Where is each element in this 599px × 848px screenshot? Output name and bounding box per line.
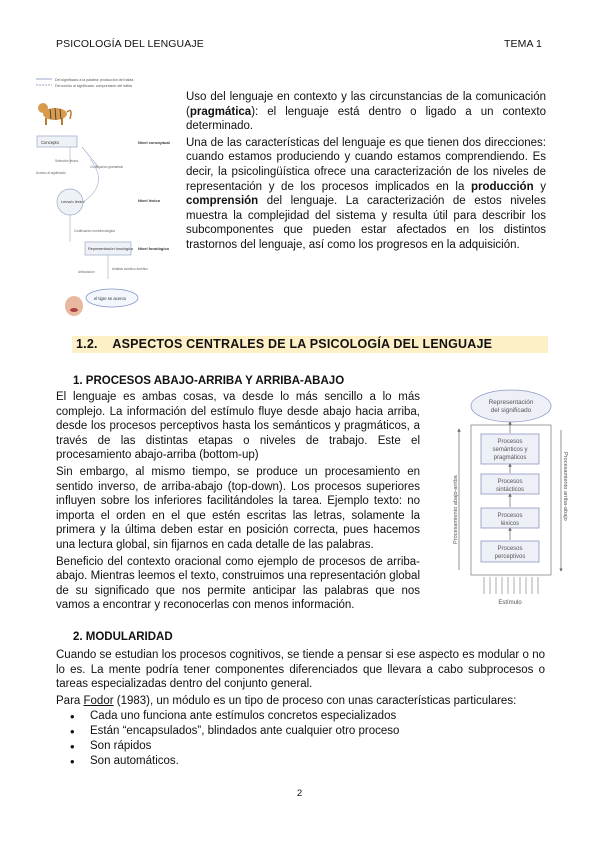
- meaning-line-2: del significado: [490, 407, 532, 414]
- header-topic: TEMA 1: [504, 38, 542, 50]
- section-heading: [76, 337, 492, 351]
- tiger-illustration: [38, 103, 71, 125]
- label-lexical: Nivel léxico: [138, 198, 161, 203]
- paragraph-context-benefit: Beneficio del contexto oracional como ejemplo de procesos de arriba-abajo. Mientras leemos el texto, construimos una representación global de su significado que nos permite anticipar las palabras que nos vamos a encontrar y reconocerlas con menos información.: [56, 555, 420, 612]
- box-perceptual-line-1: Procesos: [497, 546, 523, 552]
- meaning-line-1: Representación: [488, 399, 534, 406]
- paragraph-modularity: Cuando se estudian los procesos cognitivos, se tiende a pensar si ese aspecto es modular o no lo es. La mente podría tener componentes diferenciados que llevara a cabo subprocesos o tareas especializadas dentro del conjunto general.: [56, 649, 545, 691]
- box-semantic-line-2: semánticos y: [492, 447, 528, 453]
- axis-top-down: Procesamiento arriba-abajo: [562, 452, 568, 521]
- box-syntactic-line-1: Procesos: [497, 479, 523, 485]
- list-item: • Son automáticos.: [56, 754, 545, 769]
- fodor-link[interactable]: Fodor: [83, 694, 114, 707]
- box-phonological-label: Representación fonológica: [88, 247, 133, 251]
- stimulus-arrows: [484, 577, 538, 594]
- subsection-2-text: [56, 648, 545, 769]
- list-item: • Están “encapsulados”, blindados ante cualquier otro proceso: [56, 724, 545, 739]
- paragraph-fodor: Para Fodor (1983), un módulo es un tipo de proceso con unas características particulares:: [56, 694, 517, 707]
- header-subject: PSICOLOGÍA DEL LENGUAJE: [56, 38, 204, 50]
- list-item: • Cada uno funciona ante estímulos concretos especializados: [56, 709, 545, 724]
- subsection-1-text: [56, 390, 420, 613]
- section-title: ASPECTOS CENTRALES DE LA PSICOLOGÍA DEL LENGUAJE: [112, 337, 493, 351]
- speaker-face-illustration: [65, 296, 83, 316]
- label-phonological: Nivel fonológico: [138, 246, 170, 251]
- side-meaning-access: Acceso al significado: [36, 171, 66, 175]
- box-lexical-line-2: léxicos: [500, 521, 520, 527]
- subsection-2-title: 2. MODULARIDAD: [73, 631, 173, 643]
- subsection-1-title: 1. PROCESOS ABAJO-ARRIBA Y ARRIBA-ABAJO: [73, 375, 345, 387]
- intro-text: [186, 90, 546, 253]
- section-number: 1.2.: [76, 337, 98, 351]
- side-grammatical-encoding: Codificación gramatical: [90, 165, 123, 169]
- module-characteristics-list: [56, 709, 545, 769]
- intro-paragraph-pragmatics: Uso del lenguaje en contexto y las circunstancias de la comunicación (pragmática): el lenguaje está dentro o ligado a un contexto determinado.: [186, 91, 546, 133]
- paragraph-bottom-up: El lenguaje es ambas cosas, va desde lo más sencillo a lo más complejo. La información del estímulo fluye desde abajo hacia arriba, desde los procesos perceptivos hasta los semánticos y pragmáticos, a través de las distintas etapas o niveles de trabajo. Este el procesamiento abajo-arriba (bottom-up): [56, 391, 420, 462]
- label-conceptual: Nivel conceptual: [138, 140, 170, 145]
- language-levels-figure: [30, 74, 180, 326]
- side-lexical-selection: Selección léxica: [55, 159, 78, 163]
- box-concept-label: Concepto: [41, 140, 59, 145]
- intro-paragraph-directions: Una de las características del lenguaje es que tienen dos direcciones: cuando estamos produciendo y cuando estamos comprendiendo. Es decir, la psicolingüística ofrece una caracterización de los niveles de representación y de los procesos implicados en la producción y comprensión del lenguaje. La caracterización de estos niveles muestra la complejidad del sistema y resulta útil para describir los subcomponentes que pueden estar afectados en los distintos trastornos del lenguaje, así como los progresos en la adquisición.: [186, 136, 546, 251]
- legend-comprehension: Del sonido al significado: comprensión del habla: [55, 84, 132, 88]
- processing-levels-figure: [450, 384, 568, 614]
- axis-bottom-up: Procesamiento abajo-arriba: [453, 475, 459, 544]
- page-number: 2: [296, 788, 303, 799]
- side-morphophonological: Codificación morfofonológica: [74, 229, 115, 233]
- side-articulation: Articulación: [78, 270, 95, 274]
- list-item: • Son rápidos: [56, 739, 545, 754]
- box-lexical-line-1: Procesos: [497, 513, 523, 519]
- stimulus-label: Estímulo: [498, 600, 522, 606]
- lemma-label: Lema/o léxico: [61, 200, 85, 204]
- box-syntactic-line-2: sintácticos: [495, 487, 525, 493]
- box-semantic-line-3: pragmáticos: [493, 455, 527, 461]
- box-semantic-line-1: Procesos: [497, 439, 523, 445]
- side-acoustic-analysis: Análisis acústico-fonético: [112, 267, 148, 271]
- speech-bubble-text: el tigre se acerca: [94, 296, 126, 301]
- meaning-cloud: [471, 390, 551, 422]
- paragraph-top-down: Sin embargo, al mismo tiempo, se produce un procesamiento en sentido inverso, de arriba-abajo (top-down). Los procesos superiores influyen sobre los inferiores facilitándoles la tarea. Ejemplo texto: no importa el orden en el que estén escritas las letras, solamente la primera y la última deben estar en posición correcta, pues hacemos una lectura global, sin fijarnos en cada detalle de las palabras.: [56, 465, 420, 551]
- box-perceptual-line-2: perceptivos: [494, 554, 526, 560]
- legend-production: Del significado a la palabra: producción del habla: [55, 78, 134, 82]
